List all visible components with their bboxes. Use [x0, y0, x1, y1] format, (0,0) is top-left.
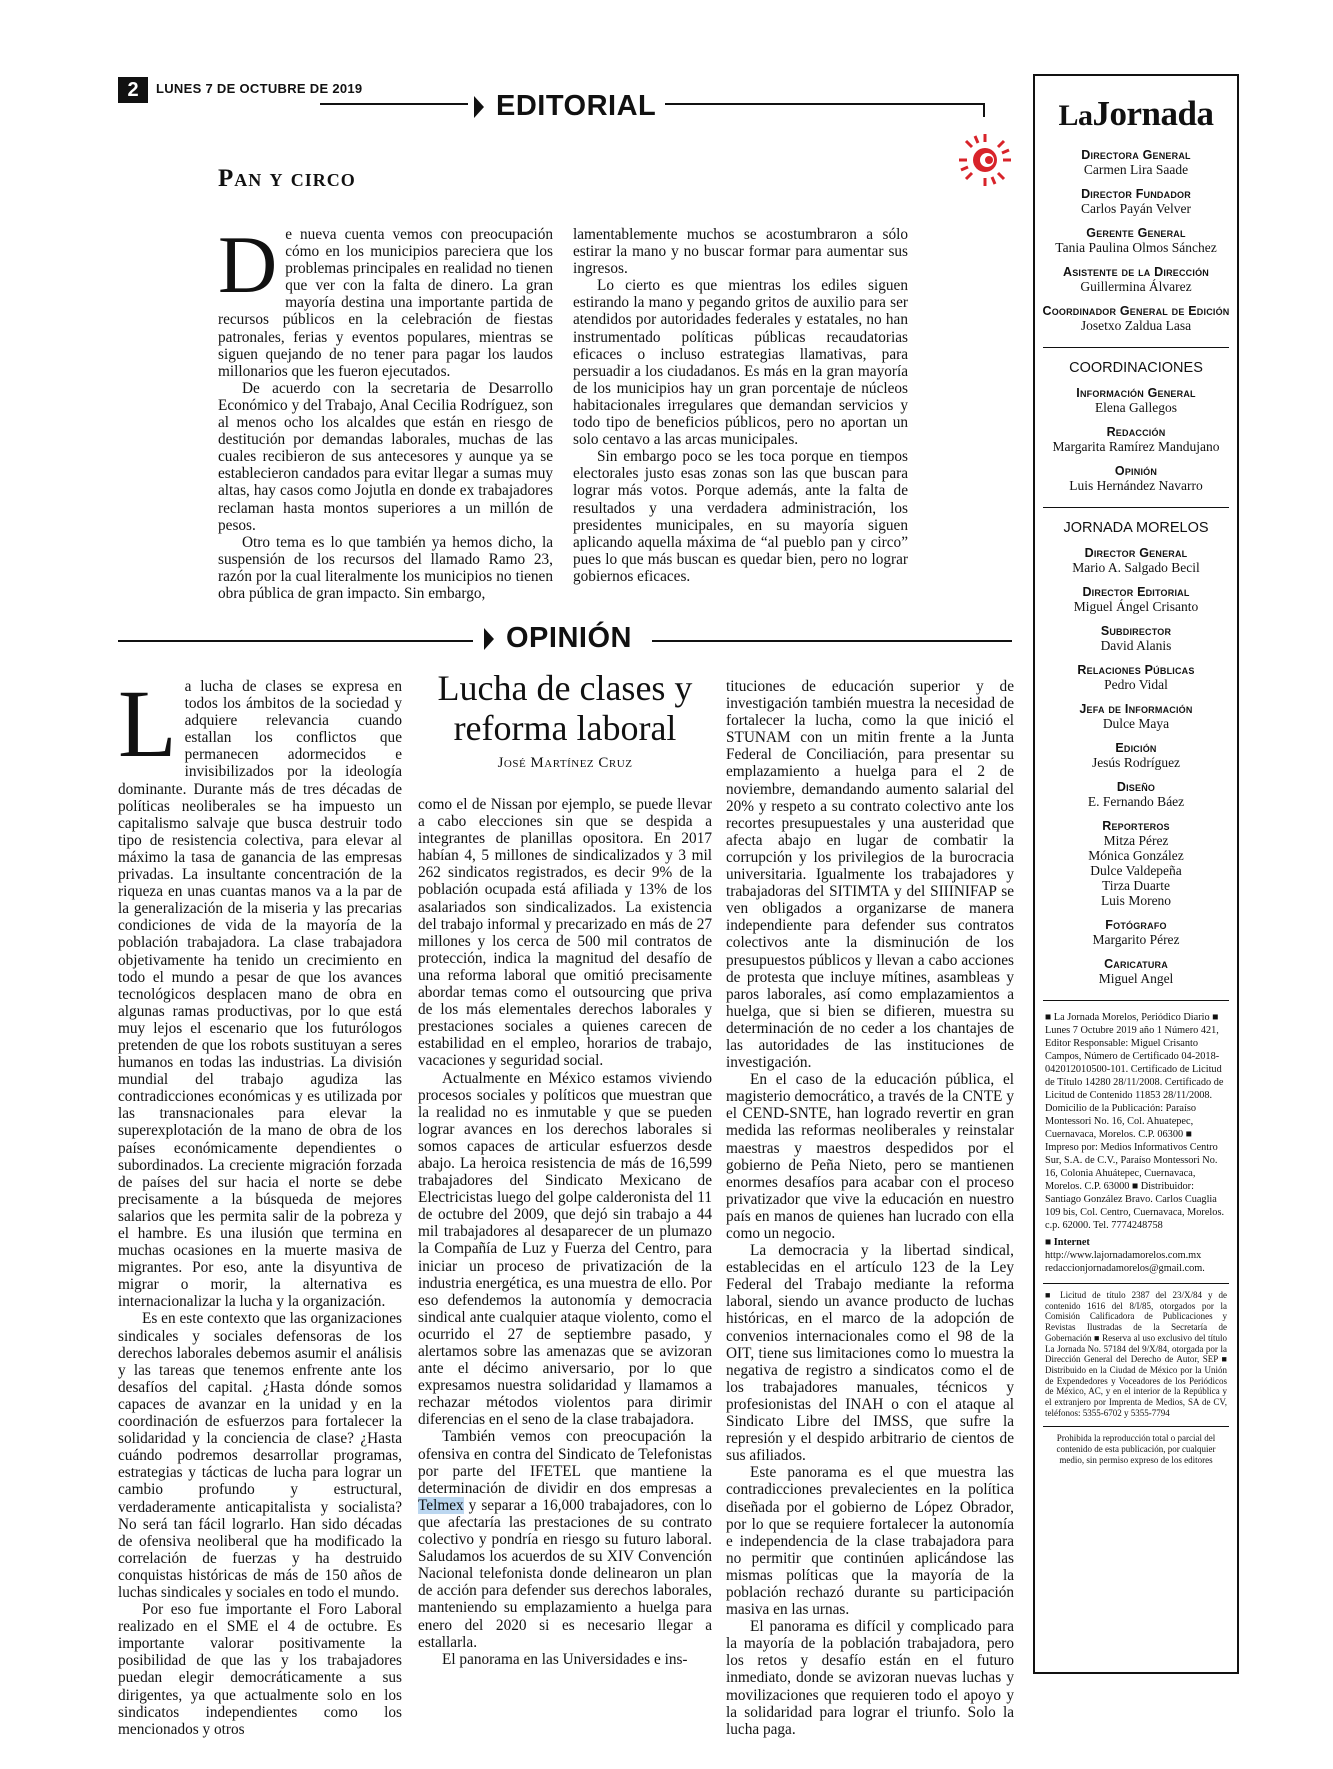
masthead-name: Josetxo Zaldua Lasa: [1080, 318, 1192, 333]
masthead-entry: [1035, 425, 1237, 454]
masthead-name: Guillermina Álvarez: [1080, 279, 1192, 294]
opinion-rule-right: [652, 640, 1012, 642]
masthead-name: Luis Hernández Navarro: [1069, 478, 1203, 493]
masthead-name: Mónica González: [1088, 848, 1184, 863]
masthead-entry: [1035, 546, 1237, 575]
masthead-name: Jesús Rodríguez: [1091, 755, 1181, 770]
opinion-title-line: reforma laboral: [453, 708, 677, 748]
section-opinion-text: OPINIÓN: [506, 622, 632, 654]
opinion-author: José Martínez Cruz: [497, 755, 633, 771]
masthead-entry: [1035, 464, 1237, 493]
legal-license: ■ Licitud de título 2387 del 23/X/84 y de contenido 1616 del 8/I/85, otorgados por la Comisión Calificadora de Publicaciones y Revistas Ilustradas de la Secretaría de Gobernación ■ Reserva al uso exclusivo del título La Jornada No. 57184 del 9/X/84, otorgada por la Dirección General del Derecho de Autor, SEP ■ Distribuido en la Ciudad de México por la Unión de Expendedores y Voceadores de los Periódicos de México, AC, y en el interior de la República y el extranjero por Imprenta de Medios, SA de CV, teléfonos: 5355-6702 y 5355-7794: [1045, 1290, 1227, 1418]
masthead-name: Pedro Vidal: [1104, 677, 1168, 692]
logo-la: La: [1058, 99, 1093, 132]
masthead-divider: [1043, 507, 1229, 508]
masthead-entry: [1035, 957, 1237, 986]
opinion-column-2: [418, 796, 712, 1668]
masthead-name: Tania Paulina Olmos Sánchez: [1055, 240, 1217, 255]
opinion-paragraph: El panorama es difícil y complicado para la mayoría de la población trabajadora, pero los retos y desafío están en el futuro inmediato, donde se avizoran nuevas luchas y movilizaciones que requieren todo el apoyo y la solidaridad para lograr el triunfo. Solo la lucha paga.: [726, 1618, 1014, 1738]
masthead-name: Dulce Maya: [1102, 716, 1170, 731]
opinion-paragraph: como el de Nissan por ejemplo, se puede llevar a cabo elecciones sin que se despida a integrantes de planillas opositora. En 2017 habían 4, 5 millones de sindicalizados y 3 mil 262 sindicatos registrados, es decir 9% de la población ocupada está afiliada y 13% de los asalariados son sindicalizados. La existencia del trabajo informal y precarizado en más de 27 millones y los cerca de 500 mil contratos de protección, indica la magnitud del desafío de una reforma laboral que omitió precisamente abordar temas como el outsourcing que priva de los más elementales derechos laborales y prestaciones sociales a quienes carecen de estabilidad en el empleo, horarios de trabajo, vacaciones y seguridad social.: [418, 796, 712, 1070]
masthead-role: Relaciones Públicas: [1077, 663, 1195, 677]
masthead-role: Redacción: [1106, 425, 1166, 439]
masthead-name: Miguel Angel: [1098, 971, 1174, 986]
header-rule-tick: [983, 103, 985, 117]
masthead-name: Luis Moreno: [1100, 893, 1172, 908]
masthead-box: [1033, 74, 1239, 1674]
masthead-name: Mario A. Salgado Becil: [1072, 560, 1200, 575]
opinion-paragraph: Este panorama es el que muestra las contradicciones prevalecientes en la política diseñada por el gobierno de López Obrador, por lo que se requiere fortalecer la autonomía e independencia de la clase trabajadora para no permitir que continúen aplicándose las mismas políticas que la mayoría de la población rechazó durante su participación masiva en las urnas.: [726, 1464, 1014, 1619]
masthead-name: Margarito Pérez: [1092, 932, 1180, 947]
masthead-name: Mitza Pérez: [1103, 833, 1169, 848]
section-editorial-text: EDITORIAL: [496, 90, 657, 122]
sun-logo-icon: [955, 130, 1015, 190]
masthead-role: Subdirector: [1100, 624, 1172, 638]
masthead-name: Dulce Valdepeña: [1090, 863, 1182, 878]
opinion-column-3: [726, 678, 1014, 1738]
opinion-column-1: [118, 670, 402, 1738]
la-jornada-logo: [1035, 94, 1237, 134]
editorial-paragraph: Sin embargo poco se les toca porque en tiempos electorales justo esas zonas son las que buscan para lograr más votos. Porque además, ante la falta de resultados y una verdadera administración, los presidentes municipales, en su mayoría siguen aplicando aquella máxima de “al pueblo pan y circo” pues lo que más buscan es quedar bien, pero no lograr gobiernos eficaces.: [573, 448, 908, 585]
editorial-paragraph: Lo cierto es que mientras los ediles siguen estirando la mano y pegando gritos de auxilio para ser atendidos por autoridades federales y estatales, no han instrumentado políticas públicas recaudatorias eficaces o incluso estrategias llamativas, para persuadir a los ciudadanos. Es más en la gran mayoría de los municipios hay un gran porcentaje de núcleos habitacionales irregulares que demandan servicios y todo tipo de beneficios públicos, pero no aportan un solo centavo a las arcas municipales.: [573, 277, 908, 449]
masthead-role: Información General: [1076, 386, 1196, 400]
masthead-entry: [1035, 148, 1237, 177]
masthead-divider: [1043, 1283, 1229, 1284]
masthead-entry: [1035, 741, 1237, 770]
editorial-column-1: [218, 219, 553, 602]
section-editorial-label: [474, 90, 656, 123]
masthead-entry: [1035, 265, 1237, 294]
masthead-name: Carmen Lira Saade: [1083, 162, 1189, 177]
masthead-divider: [1043, 347, 1229, 348]
logo-jornada: Jornada: [1092, 94, 1214, 133]
masthead-divider: [1043, 1000, 1229, 1001]
paragraph-fragment: y separar a 16,000 trabajadores, con lo que afectaría las prestaciones de su contrato colectivo y pondría en riesgo su futuro laboral. Saludamos los acuerdos de su XIV Convención Nacional telefonista donde delinearon un plan de acción para defender sus derechos laborales, manteniendo su emplazamiento a huelga para enero del 2020 si es necesario llegar a estallarla.: [418, 1496, 712, 1651]
section-arrow-icon: [474, 96, 484, 118]
masthead-entry: [1035, 663, 1237, 692]
editorial-paragraph: Otro tema es lo que también ya hemos dicho, la suspensión de los recursos del llamado Ramo 23, razón por la cual literalmente los municipios no tienen obra pública de gran impacto. Sin embargo,: [218, 533, 553, 602]
reproduction-notice: Prohibida la reproducción total o parcial del contenido de esta publicación, por cualquier medio, sin permiso expreso de los editores: [1056, 1433, 1216, 1466]
opinion-paragraph: Es en este contexto que las organizaciones sindicales y sociales defensoras de los derechos laborales debemos asumir el análisis y las tareas que tenemos enfrente ante los desafíos del capital. ¿Hasta dónde somos capaces de avanzar en la unidad y en la coordinación de esfuerzos para fortalecer la solidaridad y la conciencia de clase? ¿Hasta cuándo podremos desarrollar programas, estrategias y tácticas de lucha para lograr un cambio profundo y estructural, verdaderamente anticapitalista y socialista? No será tan fácil lograrlo. Han sido décadas de ofensiva neoliberal que ha modificado la correlación de fuerzas y ha destruido conquistas históricas de más de 150 años de luchas sindicales y sociales en todo el mundo.: [118, 1310, 402, 1601]
masthead-role: Director Fundador: [1081, 187, 1191, 201]
header-rule-right: [665, 103, 985, 105]
opinion-paragraph: Por eso fue importante el Foro Laboral realizado en el SME el 4 de octubre. Es importante valorar positivamente la posibilidad de que las y los trabajadores puedan elegir democráticamente a sus dirigentes, ya que actualmente solo en los sindicatos independientes como los mencionados y otros: [118, 1601, 402, 1738]
masthead-name: Elena Gallegos: [1094, 400, 1178, 415]
editorial-paragraph: De acuerdo con la secretaria de Desarrollo Económico y del Trabajo, Anal Cecilia Rodríguez, son al menos ocho los alcaldes que están en riesgo de destitución por demandas laborales, muchas de las cuales recibieron de sus antecesores y aunque ya se establecieron candados para evitar llegar a sumas muy altas, hay casos como Jojutla en donde ex trabajadores reclaman hasta montos superiores a un millón de pesos.: [218, 379, 553, 534]
masthead-role: Gerente General: [1086, 226, 1186, 240]
editorial-paragraph: lamentablemente muchos se acostumbraron a sólo estirar la mano y no buscar formar para aumentar sus ingresos.: [573, 226, 908, 278]
header-rule-left: [320, 103, 468, 105]
coordinaciones-list: [1035, 386, 1237, 493]
page-number: 2: [118, 77, 148, 103]
opinion-title-line: Lucha de clases y: [437, 668, 693, 708]
website-link[interactable]: http://www.lajornadamorelos.com.mx: [1045, 1250, 1202, 1261]
masthead-entry: [1035, 918, 1237, 947]
masthead-role: Jefa de Información: [1079, 702, 1193, 716]
section-opinion-label: [484, 622, 632, 655]
section-arrow-icon: [484, 628, 494, 650]
masthead-name: Carlos Payán Velver: [1081, 201, 1191, 216]
masthead-divider: [1043, 1426, 1229, 1427]
masthead-name: E. Fernando Báez: [1087, 794, 1185, 809]
opinion-paragraph: [418, 1428, 712, 1650]
masthead-entry: [1035, 304, 1237, 333]
issue-date: LUNES 7 DE OCTUBRE DE 2019: [156, 81, 363, 96]
masthead-entry: [1035, 624, 1237, 653]
masthead-entry: [1035, 702, 1237, 731]
opinion-paragraph: tituciones de educación superior y de investigación también muestra la necesidad de fortalecer la lucha, como la que inició el STUNAM con un mitin frente a la Junta Federal de Conciliación, para presentar su emplazamiento a huelga para el 2 de noviembre, demandando aumento salarial del 20% y respeto a su contrato colectivo ante los recortes presupuestales y una austeridad que afecta abajo en lugar de combatir la corrupción y los privilegios de la burocracia universitaria. Igualmente los trabajadores y trabajadoras del SITIMTA y del SIIINIFAP se ven obligados a organizarse de manera independiente para defender sus contratos colectivos ante la disminución de los presupuestos públicos y llevan a cabo acciones de protesta que incluye mítines, asambleas y paros laborales, así como emplazamientos a huelga, que si bien se difieren, muestra su determinación de no ceder a los chantajes de las autoridades de las instituciones de investigación.: [726, 678, 1014, 1072]
editorial-column-2: [573, 226, 908, 585]
masthead-role: Edición: [1115, 741, 1157, 755]
morelos-staff-list: [1035, 546, 1237, 986]
masthead-role: Coordinador General de Edición: [1042, 304, 1230, 318]
masthead-name: Miguel Ángel Crisanto: [1073, 599, 1199, 614]
opinion-paragraph: En el caso de la educación pública, el magisterio democrático, a través de la CNTE y el CEND-SNTE, han logrado revertir en gran medida las reformas neoliberales y reinstalar maestras y maestros despedidos por el gobierno de Peña Nieto, pero se mantienen enormes desafíos para acabar con el proceso privatizador que vive la educación en nuestro país en manos de quienes han lucrado con ella como un negocio.: [726, 1071, 1014, 1242]
masthead-role: Fotógrafo: [1105, 918, 1167, 932]
masthead-role: Reporteros: [1102, 819, 1170, 833]
highlighted-word: Telmex: [418, 1496, 464, 1514]
masthead-entry: [1035, 780, 1237, 809]
opinion-rule-left: [118, 640, 473, 642]
masthead-entry: [1035, 386, 1237, 415]
staff-top-list: [1035, 148, 1237, 333]
masthead-role: Caricatura: [1104, 957, 1168, 971]
masthead-role: Director Editorial: [1082, 585, 1190, 599]
masthead-role: Director General: [1084, 546, 1188, 560]
internet-block: [1035, 1236, 1237, 1275]
masthead-entry: [1035, 585, 1237, 614]
jornada-morelos-label: JORNADA MORELOS: [1063, 520, 1209, 536]
masthead-role: Diseño: [1116, 780, 1156, 794]
masthead-entry: [1035, 819, 1237, 908]
opinion-paragraph: a lucha de clases se expresa en todos los ámbitos de la sociedad y adquiere relevancia cuando estallan los conflictos que permanecen adormecidos e invisibilizados por la ideología dominante. Durante más de tres décadas de políticas neoliberales se ha impuesto un capitalismo salvaje que busca destruir todo tipo de resistencia colectiva, para elevar al máximo la tasa de ganancia de las empresas privadas. La insultante concentración de la riqueza en unas cuantas manos va a la par de la generalización de la miseria y las precarias condiciones de vida de la mayoría de la población trabajadora. La clase trabajadora objetivamente ha tenido un crecimiento en todo el mundo a pesar de que los avances tecnológicos desplacen mano de obra en algunas ramas productivas, por lo que está muy lejos el escenario que los futurólogos pretenden de que los robots sustituyan a seres humanos en todas las industrias. La división mundial del trabajo agudiza las contradicciones económicas y es utilizada por las transnacionales para elevar la superexplotación de la mano de obra de los países económicamente dependientes o subordinados. La creciente migración forzada de países del sur hacia el norte se debe precisamente a la búsqueda de mejores salarios que les permita salir de la pobreza y el hambre. Es una ilusión que termina en muchas ocasiones en la muerte masiva de migrantes. Por eso, ante la disyuntiva de migrar o morir, la alternativa es internacionalizar la lucha y la organización.: [118, 678, 402, 1311]
editorial-title: Pan y circo: [218, 165, 356, 192]
masthead-entry: [1035, 226, 1237, 255]
masthead-entry: [1035, 187, 1237, 216]
opinion-title: [418, 668, 712, 748]
internet-label: ■ Internet: [1045, 1237, 1090, 1248]
coordinaciones-label: COORDINACIONES: [1069, 360, 1203, 376]
paragraph-fragment: También vemos con preocupación la ofensiva en contra del Sindicato de Telefonistas por parte del IFETEL que mantiene la determinación de dividir en dos empresas a: [418, 1428, 712, 1497]
masthead-name: Margarita Ramírez Mandujano: [1052, 439, 1220, 454]
opinion-paragraph: La democracia y la libertad sindical, establecidas en el artículo 123 de la Ley Federal del Trabajo mediante la reforma laboral, siendo un avance producto de luchas históricas, en el marco de la adopción de convenios internacionales como el 98 de la OIT, tiene sus limitaciones como lo muestra la negativa de registro a sindicatos como el de los trabajadores manuales, técnicos y profesionistas del INAH o con el ataque al Sindicato Libre del IMSS, que sufre la represión y el despido arbitrario de cientos de sus afiliados.: [726, 1242, 1014, 1465]
opinion-dropcap: L: [118, 670, 177, 777]
masthead-role: Asistente de la Dirección: [1063, 265, 1209, 279]
opinion-paragraph: Actualmente en México estamos viviendo procesos sociales y políticos que muestran que la realidad no es inmutable y que se pueden lograr avances en los derechos laborales si somos capaces de articular esfuerzos desde abajo. La heroica resistencia de más de 16,599 trabajadores del Sindicato Mexicano de Electricistas luego del golpe calderonista del 11 de octubre del 2009, que dejó sin trabajo a 44 mil trabajadores al desaparecer de un plumazo la Compañía de Luz y Fuerza del Centro, para iniciar un proceso de privatización de la industria energética, es una muestra de ello. Por eso defendemos la autonomía y democracia sindical ante cualquier ataque violento, como el ocurrido el 27 de septiembre pasado, y alertamos sobre las amenazas que se avizoran ante el décimo aniversario, por lo que expresamos nuestra solidaridad y llamamos a rechazar métodos violentos para dirimir diferencias en el seno de la clase trabajadora.: [418, 1069, 712, 1429]
masthead-role: Directora General: [1081, 148, 1191, 162]
masthead-name: David Alanis: [1100, 638, 1172, 653]
editorial-dropcap: D: [218, 219, 278, 310]
editorial-paragraph: e nueva cuenta vemos con preocupación cómo en los municipios pareciera que los problemas principales en realidad no tienen que ver con la falta de dinero. La gran mayoría destina una importante partida de recursos públicos en la celebración de fiestas patronales, ferias y eventos populares, mientras se siguen quejando de no tener para pagar los laudos millonarios que les fueron ejecutados.: [218, 226, 553, 380]
email-link[interactable]: redaccionjornadamorelos@gmail.com.: [1045, 1263, 1205, 1274]
legal-info: ■ La Jornada Morelos, Periódico Diario ■ Lunes 7 Octubre 2019 año 1 Número 421, Editor Responsable: Miguel Crisanto Campos, Número de Certificado 04-2018-042012010500-101. Certificado de Licitud de Título 14280 28/11/2008. Certificado de Licitud de Contenido 11853 28/11/2008. Domicilio de la Publicación: Paraíso Montessori No. 16, Col. Ahuatepec, Cuernavaca, Morelos. C.P. 06300 ■ Impreso por: Medios Informativos Centro Sur, S.A. de C.V., Paraíso Montessori No. 16, Colonia Ahuátepec, Cuernavaca, Morelos. C.P. 63000 ■ Distribuidor: Santiago González Bravo. Carlos Cuaglia 109 bis, Col. Centro, Cuernavaca, Morelos. c.p. 62000. Tel. 7774248758: [1045, 1012, 1225, 1231]
opinion-paragraph: El panorama en las Universidades e ins-: [442, 1650, 688, 1668]
masthead-role: Opinión: [1114, 464, 1158, 478]
masthead-name: Tirza Duarte: [1101, 878, 1171, 893]
